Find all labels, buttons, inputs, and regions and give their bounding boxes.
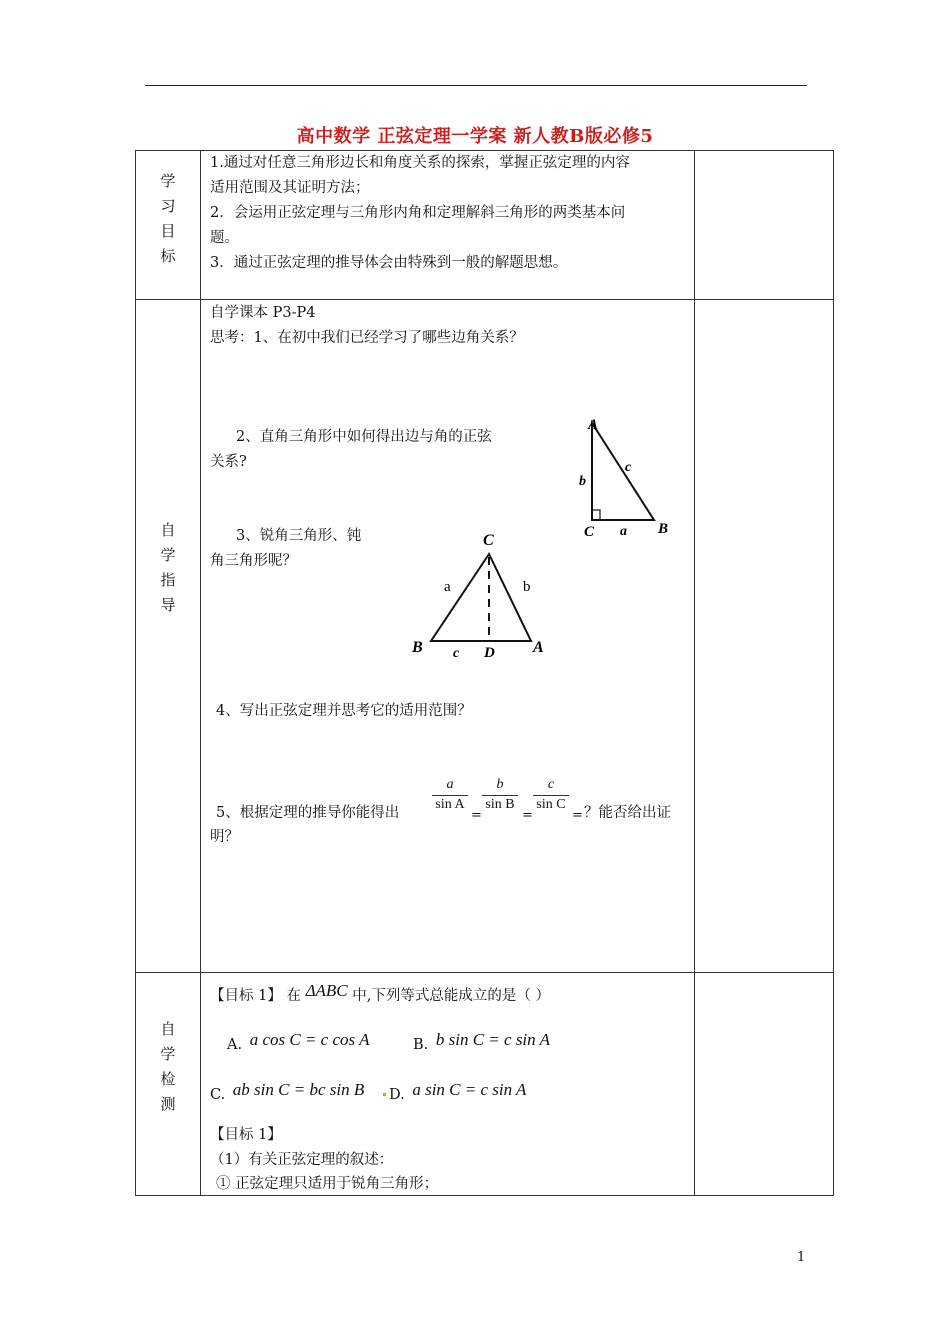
option-d-letter: D. [389,1087,405,1103]
equals-sign-3: = [572,808,583,823]
page-title: 高中数学 正弦定理一学案 新人教B版必修5 [296,126,654,147]
header-rule [145,85,807,86]
goals-label: 学 习 目 标 [160,172,176,265]
fraction-c-over-sinC: $\frac{c}{\text{sin C}}$ [533,777,569,813]
fraction-a-over-sinA: $\frac{a}{\text{sin A}}$ [432,777,468,813]
question-4: 4、写出正弦定理并思考它的适用范围？ [216,703,472,719]
option-c[interactable] [210,1077,364,1108]
statement-1: ① 正弦定理只适用于锐角三角形； [216,1176,439,1192]
right-triangle-figure [572,413,682,543]
question-5-line-2: 明？ [210,829,239,845]
foot-label-D: D [484,645,495,661]
vertex-label-C: C [584,524,595,540]
question-3-line-2: 角三角形呢？ [210,553,297,569]
goal-line-1: 1.通过对任意三角形边长和角度关系的探索，掌握正弦定理的内容 [210,155,630,171]
option-d[interactable] [389,1077,526,1108]
side-label-b: b [523,579,531,595]
option-a-expr: a cos C = c cos A [249,1030,370,1049]
question-1: 思考：1、在初中我们已经学习了哪些边角关系？ [210,330,524,346]
side-label-b: b [579,474,586,489]
goal-line-3: 2．会运用正弦定理与三角形内角和定理解斜三角形的两类基本问 [210,205,626,221]
marker-dot [383,1093,386,1096]
question-2-line-1: 2、直角三角形中如何得出边与角的正弦 [236,429,492,445]
option-b[interactable] [413,1027,550,1058]
vertex-label-B: B [412,639,423,656]
vertex-label-C: C [483,532,494,549]
option-a-letter: A. [227,1037,243,1053]
row-divider-1 [136,299,833,300]
check-label: 自 学 检 测 [160,1020,176,1113]
question-5-line-1a: 5、根据定理的推导你能得出 [216,805,400,821]
goal-heading-2: 【目标 1】 [210,1127,282,1143]
equals-sign-2: = [522,808,533,823]
option-a[interactable] [227,1027,369,1058]
side-label-c: c [453,646,460,661]
option-b-letter: B. [413,1037,429,1053]
question-3-line-1: 3、锐角三角形、钝 [236,528,362,544]
side-label-a: a [444,579,451,595]
vertex-label-A: A [533,639,544,656]
vertex-label-A: A [588,417,599,433]
goal-line-5: 3．通过正弦定理的推导体会由特殊到一般的解题思想。 [210,255,568,271]
option-c-expr: ab sin C = bc sin B [232,1080,365,1099]
fraction-b-over-sinB: $\frac{b}{\text{sin B}}$ [482,777,518,813]
column-divider-left [200,151,201,1195]
option-b-expr: b sin C = c sin A [435,1030,550,1049]
page-number: 1 [797,1250,806,1265]
statement-intro: （1）有关正弦定理的叙述： [210,1152,394,1168]
check-question: 【目标 1】 在 ΔABC 中,下列等式总能成立的是（ ） [210,981,550,1004]
option-d-expr: a sin C = c sin A [412,1080,527,1099]
acute-triangle-figure [406,527,556,663]
triangle-abc-symbol: ΔABC [305,981,348,1000]
equals-sign-1: = [471,808,482,823]
side-label-a: a [620,524,627,539]
question-2-line-2: 关系? [210,454,247,470]
guide-label: 自 学 指 导 [160,521,176,614]
option-c-letter: C. [210,1087,226,1103]
guide-intro: 自学课本 P3-P4 [210,305,316,321]
question-5-line-1b: ？能否给出证 [584,805,671,821]
vertex-label-B: B [658,521,669,537]
column-divider-right [694,151,695,1195]
worksheet-table [135,150,834,1196]
row-divider-2 [136,972,833,973]
goal-line-2: 适用范围及其证明方法； [210,180,370,196]
goal-line-4: 题。 [210,230,239,246]
side-label-c: c [625,460,632,475]
